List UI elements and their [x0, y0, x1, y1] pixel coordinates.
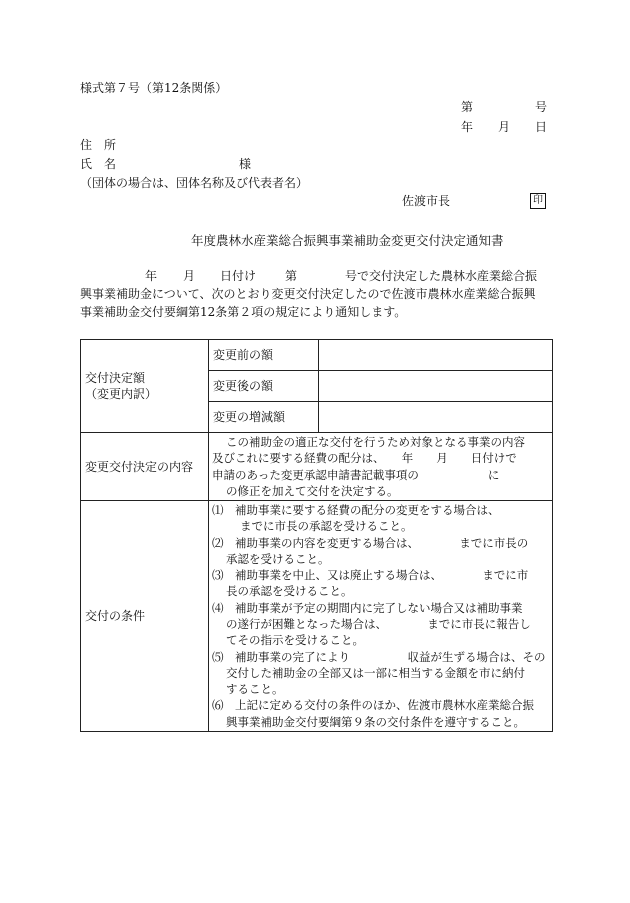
document-title: 年度農林水産業総合振興事業補助金変更交付決定通知書 — [191, 233, 504, 248]
condition-line: の遂行が困難となった場合は、 までに市長に報告し — [226, 617, 531, 631]
amount-label-1: 交付決定額 — [85, 371, 146, 385]
condition-line: 長の承認を受けること。 — [226, 584, 353, 599]
seal-mark: 印 — [530, 193, 546, 209]
conditions-content — [209, 501, 553, 732]
body-dated: 日付け — [220, 269, 257, 283]
after-label: 変更後の額 — [209, 371, 319, 402]
issuer-title: 佐渡市長 — [402, 194, 451, 208]
group-note: （団体の場合は、団体名称及び代表者名） — [80, 176, 309, 190]
amount-label-cell — [81, 340, 209, 433]
condition-line: 興事業補助金交付要綱第９条の交付条件を遵守すること。 — [226, 714, 525, 729]
after-value — [319, 371, 553, 402]
before-value — [319, 340, 553, 371]
name-label: 氏 名 — [80, 157, 117, 171]
decision-line: 及びこれに要する経費の配分は、 年 月 日付けで — [212, 451, 517, 466]
condition-line: ⑹ 上記に定める交付の条件のほか、佐渡市農林水産業総合振 — [212, 698, 534, 713]
condition-line: までに市長の承認を受けること。 — [240, 519, 413, 534]
condition-line: ⑵ 補助事業の内容を変更する場合は、 までに市長の — [212, 535, 529, 550]
body-month: 月 — [183, 269, 196, 283]
condition-line: 交付した補助金の全部又は一部に相当する金額を市に納付 — [226, 665, 525, 680]
doc-number-prefix: 第 — [461, 100, 474, 114]
conditions-label: 交付の条件 — [81, 501, 209, 732]
date-month: 月 — [498, 120, 511, 134]
amount-label-2: （変更内訳） — [85, 387, 158, 401]
condition-line: すること。 — [226, 682, 284, 697]
address-label: 住 所 — [80, 138, 117, 152]
body-line1-rest: 号で交付決定した農林水産業総合振 — [345, 269, 538, 283]
doc-number-suffix: 号 — [535, 100, 548, 114]
condition-line: ⑴ 補助事業に要する経費の配分の変更をする場合は、 — [212, 502, 500, 517]
decision-line: 申請のあった変更承認申請書記載事項の に — [212, 467, 500, 482]
decision-content — [209, 433, 553, 501]
form-number: 様式第７号（第12条関係） — [80, 81, 228, 95]
body-year: 年 — [145, 269, 158, 283]
decision-line: の修正を加えて交付を決定する。 — [226, 483, 399, 498]
condition-line: ⑸ 補助事業の完了により 収益が生ずる場合は、その — [212, 649, 546, 664]
condition-line: 承認を受けること。 — [226, 551, 330, 566]
condition-line: ⑷ 補助事業が予定の期間内に完了しない場合又は補助事業 — [212, 600, 523, 615]
body-line2: 興事業補助金について、次のとおり変更交付決定したので佐渡市農林水産業総合振興 — [80, 287, 536, 301]
condition-line: てその指示を受けること。 — [226, 633, 364, 648]
date-day: 日 — [535, 120, 548, 134]
decision-label: 変更交付決定の内容 — [81, 433, 209, 501]
date-year: 年 — [461, 120, 474, 134]
before-label: 変更前の額 — [209, 340, 319, 371]
body-no: 第 — [285, 269, 298, 283]
honorific: 様 — [239, 157, 252, 171]
body-line3: 事業補助金交付要綱第12条第２項の規定により通知します。 — [80, 305, 407, 319]
decision-line: この補助金の適正な交付を行うため対象となる事業の内容 — [226, 434, 525, 449]
decision-table — [80, 339, 553, 732]
condition-line: ⑶ 補助事業を中止、又は廃止する場合は、 までに市 — [212, 568, 529, 583]
diff-label: 変更の増減額 — [209, 402, 319, 433]
diff-value — [319, 402, 553, 433]
